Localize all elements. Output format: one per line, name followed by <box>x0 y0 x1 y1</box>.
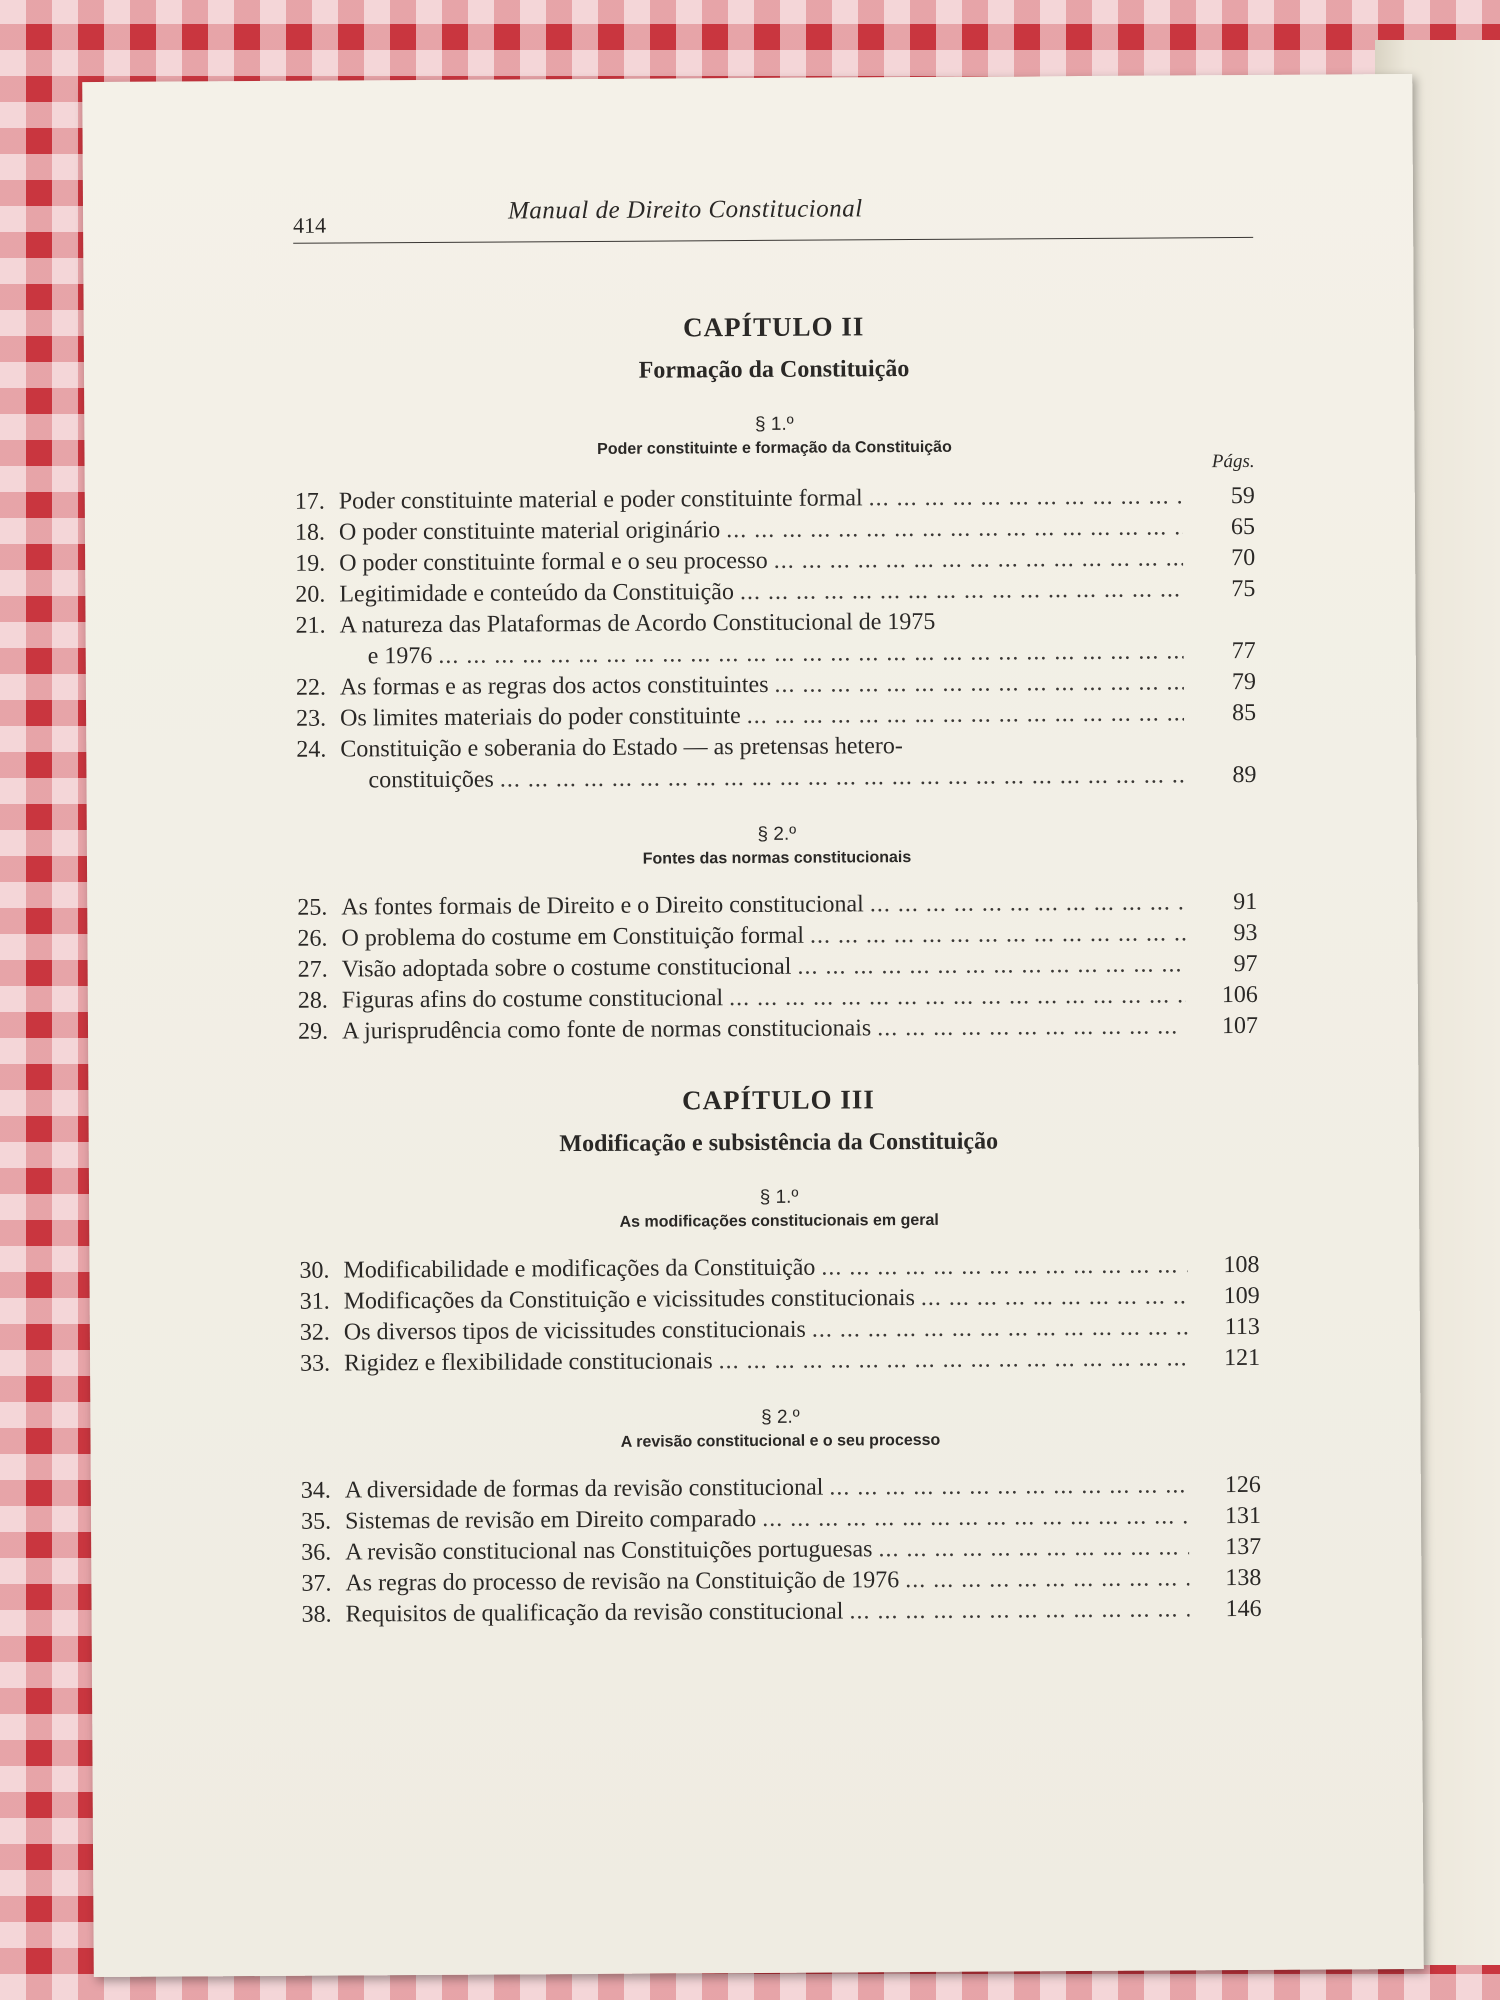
entry-body <box>345 1532 1189 1568</box>
toc-entry <box>301 1594 1261 1631</box>
dot-leader <box>823 1470 1189 1503</box>
chapter-title: CAPÍTULO II <box>683 311 865 343</box>
entry-title: Modificações da Constituição e vicissitudes constitucionais <box>343 1285 915 1315</box>
entry-title: Modificabilidade e modificações da Constituição <box>343 1254 816 1284</box>
entry-body <box>339 481 1183 517</box>
chapter-spacer <box>298 1042 1258 1088</box>
entry-number: 19. <box>295 550 326 577</box>
entry-page: 75 <box>1231 575 1256 603</box>
entry-title: Poder constituinte material e poder constituinte formal <box>338 485 863 515</box>
toc-entry <box>296 729 1256 797</box>
entry-title: Os diversos tipos de vicissitudes constitucionais <box>343 1316 806 1346</box>
entry-body <box>341 887 1185 923</box>
entry-title: Requisitos de qualificação da revisão constitucional <box>345 1598 844 1628</box>
entry-page: 85 <box>1232 699 1257 727</box>
entry-page: 59 <box>1230 482 1255 510</box>
entry-number: 36. <box>301 1539 332 1566</box>
entry-title: A revisão constitucional nas Constituições portuguesas <box>345 1536 873 1566</box>
entry-body <box>344 1312 1188 1348</box>
entry-number: 33. <box>299 1350 331 1377</box>
section-title: A revisão constitucional e o seu processo <box>620 1431 941 1451</box>
section-title: As modificações constitucionais em geral <box>619 1211 939 1231</box>
entry-title: O problema do costume em Constituição formal <box>341 922 805 952</box>
entry-page: 107 <box>1221 1012 1259 1040</box>
dot-leader <box>815 1250 1187 1283</box>
entry-body <box>339 543 1183 579</box>
entry-title: Figuras afins do costume constitucional <box>341 985 724 1014</box>
entry-number: 28. <box>297 987 328 1014</box>
entry-page: 79 <box>1231 668 1256 696</box>
dot-leader <box>791 949 1185 982</box>
entry-number: 17. <box>294 488 325 515</box>
dot-leader <box>871 1011 1186 1044</box>
toc-entry <box>298 1011 1258 1048</box>
dot-leader <box>432 636 1184 672</box>
dot-leader <box>872 1532 1189 1565</box>
entry-page: 97 <box>1233 950 1258 978</box>
entry-title: Visão adoptada sobre o costume constitucional <box>341 953 792 983</box>
dot-leader <box>713 1343 1189 1377</box>
chapter-subtitle: Modificação e subsistência da Constituição <box>559 1128 999 1158</box>
entry-body <box>340 729 1184 796</box>
entry-body <box>339 574 1183 610</box>
entry-number: 22. <box>295 674 327 701</box>
entry-number: 30. <box>299 1257 330 1284</box>
section-mark: § 1.º <box>759 1186 799 1208</box>
dot-leader <box>843 1594 1189 1627</box>
entry-number: 20. <box>295 581 326 608</box>
entry-body <box>345 1501 1189 1537</box>
entry-page: 70 <box>1231 544 1256 572</box>
dot-leader <box>768 543 1184 577</box>
dot-leader <box>734 574 1184 608</box>
dot-leader <box>899 1563 1189 1596</box>
toc-list <box>295 481 1257 797</box>
entry-title: O poder constituinte formal e o seu processo <box>339 547 768 577</box>
entry-number: 34. <box>300 1477 331 1504</box>
page-number: 414 <box>293 212 327 238</box>
entry-body <box>344 1281 1188 1317</box>
entry-number: 18. <box>294 519 326 546</box>
chapter-title: CAPÍTULO III <box>681 1084 875 1116</box>
toc-list <box>301 1470 1262 1631</box>
entry-body <box>343 1250 1187 1286</box>
entry-number: 35. <box>300 1508 332 1535</box>
entry-page: 109 <box>1223 1282 1260 1310</box>
entry-number: 38. <box>301 1601 332 1628</box>
pages-column-label: Págs. <box>1211 450 1255 473</box>
section-title: Poder constituinte e formação da Constituição <box>597 438 952 458</box>
entry-title-continuation-line <box>340 760 1184 796</box>
entry-title: Legitimidade e conteúdo da Constituição <box>339 579 734 608</box>
section-title: Fontes das normas constitucionais <box>642 849 912 868</box>
chapter-subtitle: Formação da Constituição <box>638 356 910 384</box>
dot-leader <box>741 698 1185 732</box>
entry-page: 106 <box>1221 981 1258 1009</box>
entry-title: Os limites materiais do poder constituinte <box>340 703 741 732</box>
entry-number: 25. <box>297 894 328 921</box>
entry-number: 32. <box>299 1319 330 1346</box>
toc-list <box>297 887 1258 1048</box>
entry-title: Sistemas de revisão em Direito comparado <box>344 1505 757 1535</box>
entry-title: As fontes formais de Direito e o Direito constitucional <box>341 891 864 921</box>
table-of-contents <box>294 309 1262 1631</box>
book-title: Manual de Direito Constitucional <box>507 195 863 225</box>
entry-title-continuation: constituições <box>368 766 494 794</box>
entry-body <box>342 1011 1186 1047</box>
section-mark: § 1.º <box>754 413 794 435</box>
entry-page: 77 <box>1231 637 1256 665</box>
entry-page: 108 <box>1223 1251 1260 1279</box>
running-head <box>293 185 1253 251</box>
entry-body <box>345 1563 1189 1599</box>
entry-page: 113 <box>1224 1313 1260 1341</box>
entry-body <box>344 1343 1188 1379</box>
dot-leader <box>723 980 1186 1014</box>
page-content <box>293 185 1262 1631</box>
entry-page: 121 <box>1223 1344 1261 1372</box>
dot-leader <box>756 1501 1189 1535</box>
dot-leader <box>806 1312 1188 1345</box>
book-page <box>82 74 1424 1977</box>
entry-number: 37. <box>301 1570 332 1597</box>
entry-title: A jurisprudência como fonte de normas constitucionais <box>341 1015 872 1045</box>
toc-entry <box>300 1343 1260 1380</box>
header-rule <box>293 237 1253 244</box>
entry-title: A natureza das Plataformas de Acordo Constitucional de 1975 <box>339 608 936 639</box>
entry-number: 27. <box>297 956 328 983</box>
entry-page: 126 <box>1224 1471 1261 1499</box>
entry-body <box>345 1470 1189 1506</box>
section-mark: § 2.º <box>757 823 797 845</box>
entry-page: 89 <box>1232 761 1257 789</box>
entry-page: 137 <box>1225 1533 1262 1561</box>
entry-body <box>342 949 1186 985</box>
entry-body <box>341 918 1185 954</box>
entry-number: 31. <box>299 1288 330 1315</box>
entry-number: 23. <box>296 705 327 732</box>
entry-body <box>345 1594 1189 1630</box>
entry-title: Rigidez e flexibilidade constitucionais <box>343 1348 713 1377</box>
dot-leader <box>768 667 1184 701</box>
entry-page: 131 <box>1224 1502 1262 1530</box>
toc-entry <box>295 605 1255 673</box>
dot-leader <box>720 512 1183 546</box>
entry-page: 138 <box>1225 1564 1262 1592</box>
entry-number: 29. <box>297 1018 329 1045</box>
entry-page: 146 <box>1225 1595 1262 1623</box>
entry-number: 24. <box>296 736 327 763</box>
entry-title-continuation: e 1976 <box>367 642 433 670</box>
dot-leader <box>915 1281 1188 1314</box>
entry-page: 93 <box>1233 919 1258 947</box>
dot-leader <box>494 760 1185 795</box>
entry-title: O poder constituinte material originário <box>338 517 721 546</box>
entry-body <box>339 512 1183 548</box>
entry-title: As regras do processo de revisão na Constituição de 1976 <box>345 1567 900 1597</box>
entry-body <box>340 667 1184 703</box>
dot-leader <box>864 887 1186 920</box>
entry-number: 21. <box>295 612 326 639</box>
dot-leader <box>804 918 1186 951</box>
entry-number: 26. <box>297 925 328 952</box>
entry-title: As formas e as regras dos actos constituintes <box>339 671 769 701</box>
entry-title: Constituição e soberania do Estado — as pretensas hetero- <box>340 733 903 763</box>
entry-title-continuation-line <box>340 636 1184 672</box>
entry-body <box>340 698 1184 734</box>
toc-list <box>299 1250 1260 1380</box>
entry-page: 65 <box>1230 513 1256 541</box>
section-mark: § 2.º <box>761 1406 800 1428</box>
entry-body <box>339 605 1183 672</box>
entry-title: A diversidade de formas da revisão constitucional <box>344 1474 824 1504</box>
dot-leader <box>863 481 1183 514</box>
entry-body <box>342 980 1186 1016</box>
entry-page: 91 <box>1233 888 1258 916</box>
